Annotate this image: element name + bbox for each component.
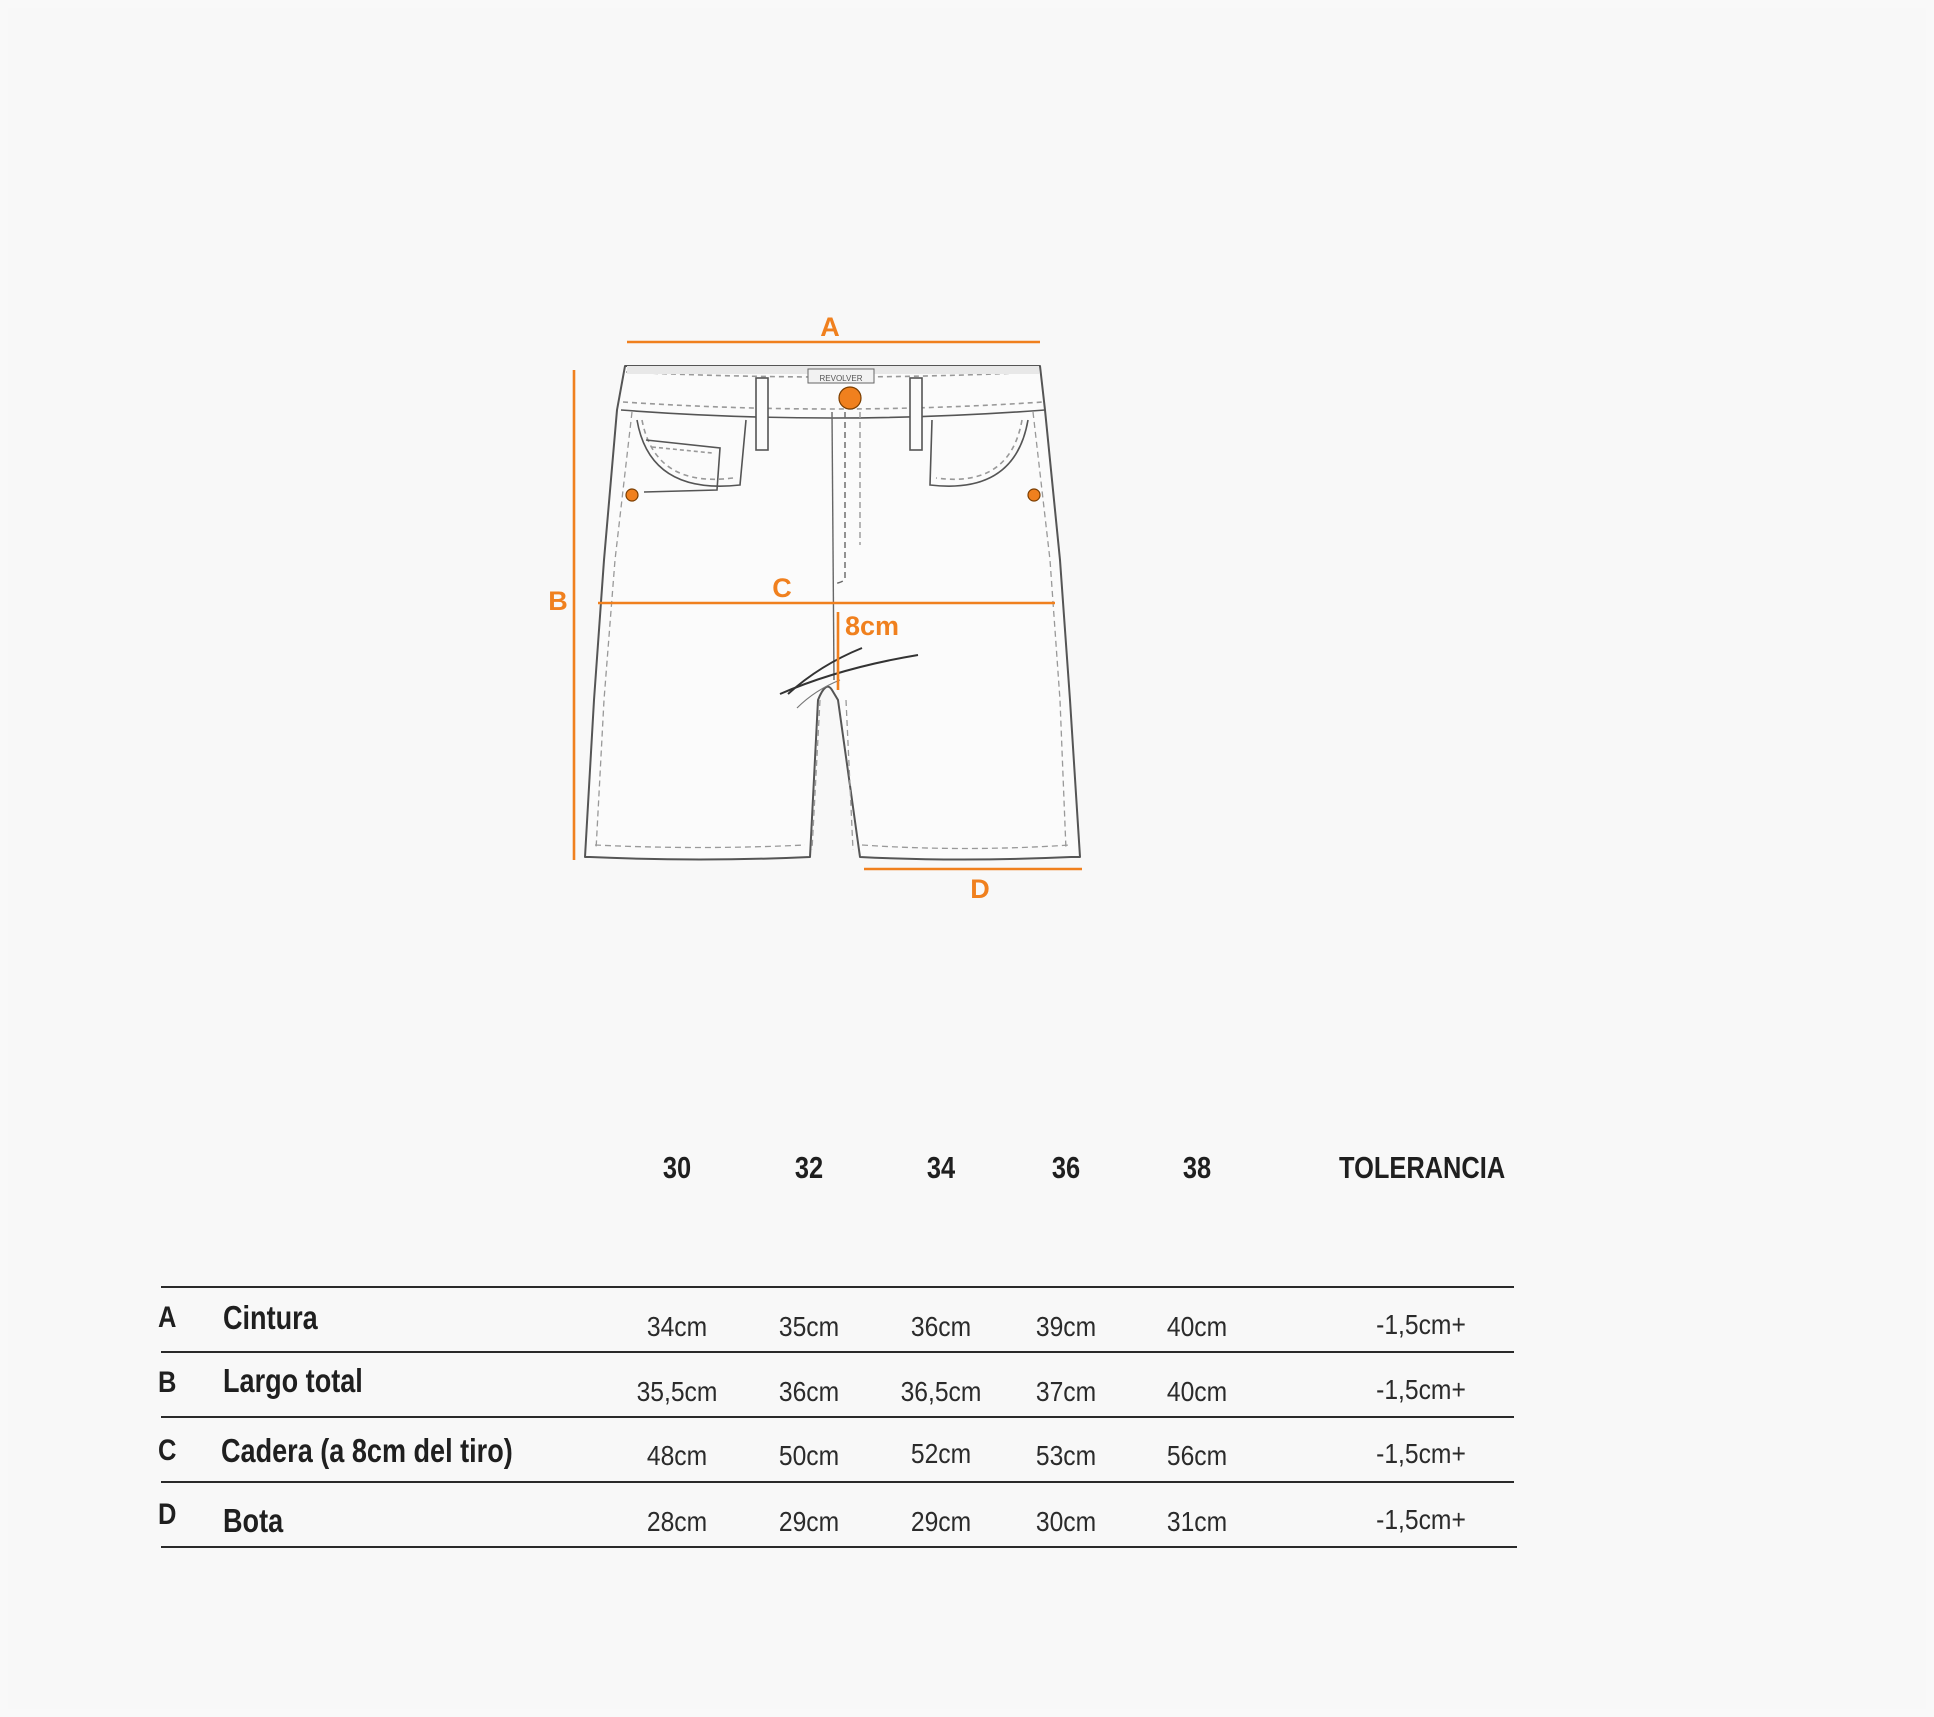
table-rule: [161, 1481, 1514, 1483]
table-cell: 36cm: [778, 1376, 840, 1407]
table-cell: 36,5cm: [900, 1376, 982, 1407]
size-header-30: 30: [662, 1150, 692, 1185]
row-label: Cadera (a 8cm del tiro): [221, 1432, 513, 1469]
table-cell: 34cm: [646, 1311, 708, 1342]
brand-patch-text: REVOLVER: [819, 374, 863, 383]
row-label: Bota: [223, 1502, 284, 1539]
table-cell: 30cm: [1035, 1506, 1097, 1537]
table-cell: 40cm: [1166, 1376, 1228, 1407]
table-cell: 56cm: [1166, 1440, 1228, 1471]
measure-label-8cm: 8cm: [845, 611, 900, 641]
row-letter: B: [158, 1366, 177, 1399]
tolerance-header: TOLERANCIA: [1339, 1150, 1506, 1185]
size-header-34: 34: [926, 1150, 956, 1185]
table-cell: 29cm: [910, 1506, 972, 1537]
size-header-38: 38: [1182, 1150, 1212, 1185]
row-letter: C: [158, 1434, 177, 1467]
table-row: [0, 1299, 1934, 1363]
row-letter: D: [158, 1498, 177, 1531]
table-cell: 39cm: [1035, 1311, 1097, 1342]
table-cell: 37cm: [1035, 1376, 1097, 1407]
table-cell: 31cm: [1166, 1506, 1228, 1537]
table-cell: 40cm: [1166, 1311, 1228, 1342]
table-cell: 36cm: [910, 1311, 972, 1342]
size-header-36: 36: [1051, 1150, 1081, 1185]
table-cell: 48cm: [646, 1440, 708, 1471]
table-cell: 29cm: [778, 1506, 840, 1537]
table-rule: [161, 1546, 1517, 1548]
table-cell: 50cm: [778, 1440, 840, 1471]
table-cell: 53cm: [1035, 1440, 1097, 1471]
tolerance-cell: -1,5cm+: [1376, 1309, 1466, 1340]
row-letter: A: [158, 1301, 177, 1334]
table-cell: 35,5cm: [636, 1376, 718, 1407]
tolerance-cell: -1,5cm+: [1376, 1504, 1466, 1535]
brand-patch: [808, 369, 874, 383]
waist-button: [839, 387, 861, 409]
tolerance-cell: -1,5cm+: [1376, 1374, 1466, 1405]
table-cell: 52cm: [910, 1438, 972, 1469]
table-rule: [161, 1351, 1514, 1353]
table-cell: 28cm: [646, 1506, 708, 1537]
row-label: Cintura: [223, 1299, 318, 1336]
measure-label-b: B: [548, 586, 568, 616]
measure-label-c: C: [772, 573, 792, 603]
size-header-32: 32: [794, 1150, 824, 1185]
table-row: [0, 1432, 1934, 1496]
table-rule: [161, 1416, 1514, 1418]
tolerance-cell: -1,5cm+: [1376, 1438, 1466, 1469]
row-label: Largo total: [223, 1362, 363, 1399]
table-rule: [161, 1286, 1514, 1288]
measure-label-a: A: [820, 312, 840, 342]
measure-label-d: D: [970, 874, 990, 904]
table-cell: 35cm: [778, 1311, 840, 1342]
table-row: [0, 1496, 1934, 1560]
